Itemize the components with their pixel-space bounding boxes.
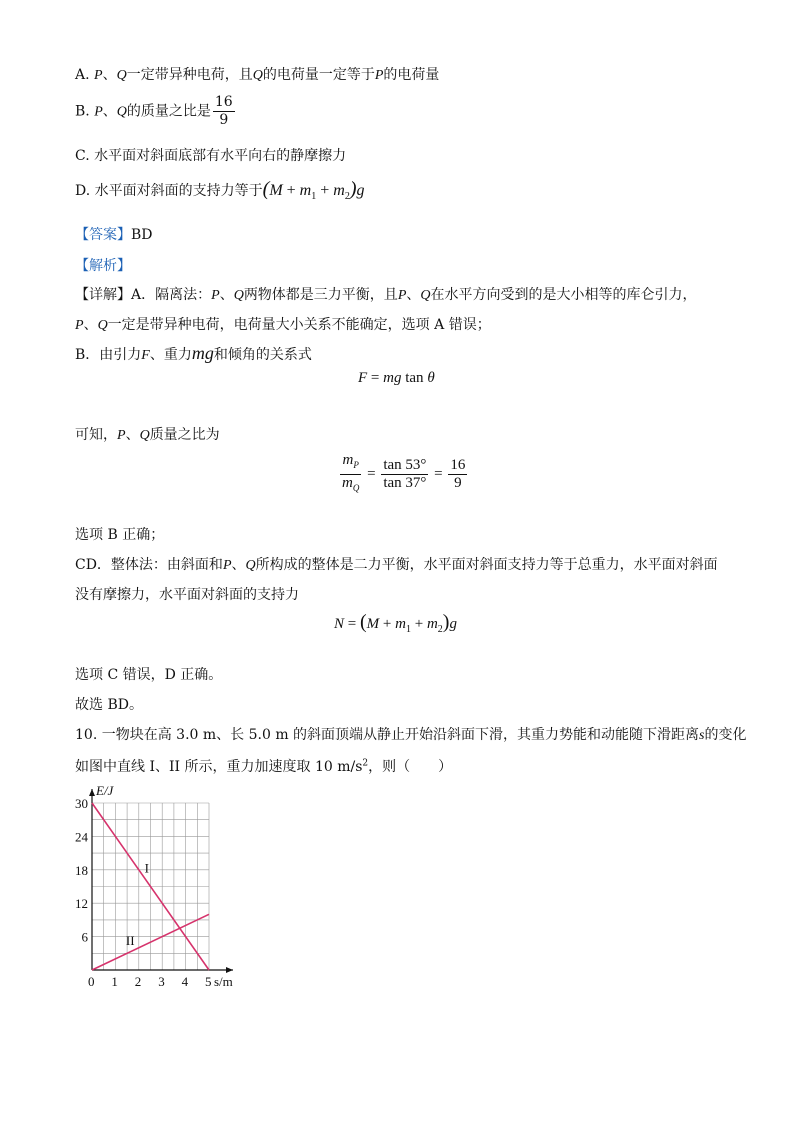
equals-sign: = [363, 465, 380, 482]
superscript: 2 [362, 758, 369, 769]
detail-line-3 [75, 343, 312, 364]
var-p: P [94, 68, 103, 83]
var-q: Q [139, 428, 150, 443]
var-f: F [141, 348, 150, 363]
equation-mass-ratio [338, 452, 469, 497]
separator: 、 [102, 67, 117, 83]
subscript: 1 [405, 624, 411, 635]
subscript: 2 [437, 624, 443, 635]
var-q: Q [245, 558, 256, 573]
separator: 、 [219, 287, 234, 303]
var-g: g [449, 616, 457, 632]
detail-text: 所构成的整体是二力平衡，水平面对斜面支持力等于总重力，水平面对斜面 [255, 557, 718, 573]
var-q: Q [116, 104, 127, 120]
plus-sign: + [379, 616, 396, 632]
var-q: Q [252, 68, 263, 83]
detail-line-7: 没有摩擦力，水平面对斜面的支持力 [75, 587, 299, 603]
series-label-I: I [144, 860, 149, 876]
question-text: 的变化 [704, 727, 747, 743]
detail-line-5: 选项 B 正确； [75, 527, 165, 543]
var-q: Q [97, 318, 108, 333]
detail-text: CD．整体法：由斜面和 [75, 557, 223, 573]
var-p: P [222, 558, 232, 573]
detail-text: 一定是带异种电荷，电荷量大小关系不能确定，选项 A 错误； [107, 317, 491, 333]
var-m: m [299, 182, 312, 199]
var-p: P [374, 68, 384, 83]
equation-support-force: $N = (M + m_1 + m_2)g$ [334, 611, 457, 635]
subscript: 1 [311, 191, 317, 203]
var-m: m [395, 616, 406, 632]
detail-text: A．隔离法： [131, 287, 212, 303]
fraction-numerator [340, 452, 361, 475]
var-q: Q [233, 288, 244, 303]
plus-sign: + [316, 182, 334, 199]
detail-line-8: 选项 C 错误，D 正确。 [75, 667, 223, 683]
x-tick-label: 5 [205, 974, 212, 989]
equals-sign: = [367, 370, 384, 386]
option-b-label: B. [75, 103, 95, 120]
x-tick-label: 4 [181, 974, 189, 989]
fraction-numerator: tan 53° [383, 457, 427, 473]
detail-text: B．由引力 [75, 347, 142, 363]
y-tick-label: 6 [81, 929, 88, 945]
chart-axes [89, 789, 233, 973]
var-m: m [333, 182, 345, 199]
subscript: Q [352, 483, 360, 493]
var-m: m [426, 616, 438, 632]
option-d-text: D. 水平面对斜面的支持力等于 [75, 183, 263, 199]
detail-text: 两物体都是三力平衡，且 [243, 287, 398, 303]
var-g: g [356, 182, 365, 199]
var-theta: θ [427, 370, 435, 386]
option-b [75, 94, 237, 129]
question-text: 10. 一物块在高 3.0 m、长 5.0 m 的斜面顶端从静止开始沿斜面下滑，其重力势能和动能随下滑距离 [75, 727, 700, 743]
subscript: 2 [344, 191, 350, 203]
x-axis-arrow [226, 967, 233, 973]
var-mg: mg [191, 343, 214, 363]
y-tick-label: 12 [75, 896, 88, 912]
detail-text: 可知， [75, 427, 117, 443]
detail-text: 、重力 [149, 347, 192, 363]
analysis-tag: 【解析】 [75, 258, 131, 274]
var-q: Q [420, 288, 431, 303]
equals-sign: = [344, 616, 360, 632]
var-p: P [211, 288, 220, 303]
plus-sign: + [282, 182, 300, 199]
answer-line [75, 224, 153, 244]
x-tick-label: 0 [88, 974, 95, 989]
fraction-numerator: 16 [450, 457, 466, 473]
y-tick-label: 18 [75, 862, 88, 878]
var-p: P [94, 104, 103, 120]
var-f: F [358, 370, 368, 386]
detail-text: 质量之比为 [149, 427, 220, 443]
separator: 、 [125, 427, 140, 443]
tan-fraction [381, 457, 428, 492]
analysis-line [75, 255, 131, 275]
x-tick-label: 2 [134, 974, 142, 989]
x-tick-label: 3 [158, 974, 165, 989]
detail-text: 在水平方向受到的是大小相等的库仑引力， [430, 287, 697, 303]
fraction [213, 94, 235, 129]
result-fraction [448, 457, 467, 492]
question-10-line-2 [75, 756, 452, 776]
var-mg: mg [383, 370, 402, 386]
option-a-label: A. [75, 67, 95, 83]
question-text: ，则（ ） [368, 759, 453, 775]
x-axis-label: s/m [214, 974, 233, 989]
separator: 、 [231, 557, 246, 573]
separator: 、 [406, 287, 421, 303]
answer-value: BD [131, 227, 153, 243]
plus-sign: + [410, 616, 427, 632]
y-tick-label: 24 [75, 829, 88, 845]
fraction-denominator: tan 37° [383, 475, 427, 491]
detail-line-6 [75, 554, 718, 574]
var-m-big: M [366, 616, 380, 632]
detail-line-9: 故选 BD。 [75, 697, 143, 713]
var-q: Q [116, 68, 127, 83]
var-m-big: M [269, 182, 283, 199]
equation-force [358, 370, 435, 387]
var-p: P [75, 318, 84, 333]
separator: 、 [102, 103, 117, 120]
fraction-denominator: 9 [219, 112, 229, 128]
var-p: P [117, 428, 126, 443]
option-a-text: 的电荷量一定等于 [262, 67, 375, 83]
fraction-numerator: 16 [214, 94, 233, 110]
detail-line-2 [75, 314, 491, 334]
separator: 、 [83, 317, 98, 333]
option-a [75, 64, 439, 84]
tan-function: tan [401, 370, 428, 386]
fraction-denominator: 9 [454, 475, 462, 491]
detail-tag: 【详解】 [75, 287, 131, 303]
energy-distance-chart [62, 780, 252, 995]
fraction-denominator [340, 475, 361, 497]
option-c: C. 水平面对斜面底部有水平向右的静摩擦力 [75, 148, 347, 164]
var-n: N [334, 616, 345, 632]
option-a-text: 的电荷量 [383, 67, 440, 83]
support-force-expression: $(M + m_1 + m_2)g$ [262, 178, 365, 203]
detail-line-4 [75, 424, 220, 444]
option-a-text: 一定带异种电荷，且 [126, 67, 253, 83]
mass-fraction [340, 452, 361, 497]
detail-line-1 [75, 284, 697, 304]
question-text: 如图中直线 I、II 所示，重力加速度取 10 m/s [75, 759, 363, 775]
option-b-text: 的质量之比是 [126, 103, 211, 120]
var-s: s [699, 728, 705, 743]
var-p: P [397, 288, 407, 303]
equals-sign: = [430, 465, 447, 482]
var-m: m [342, 475, 353, 491]
y-axis-label: E/J [96, 783, 114, 798]
answer-tag: 【答案】 [75, 227, 131, 243]
y-tick-label: 30 [75, 796, 88, 811]
var-m: m [342, 452, 354, 468]
detail-text: 和倾角的关系式 [213, 347, 312, 363]
x-tick-label: 1 [111, 974, 118, 989]
question-10-line-1 [75, 724, 747, 744]
option-d [75, 178, 365, 202]
y-axis-arrow [89, 789, 95, 796]
subscript: P [353, 460, 359, 470]
series-label-II: II [125, 932, 135, 948]
